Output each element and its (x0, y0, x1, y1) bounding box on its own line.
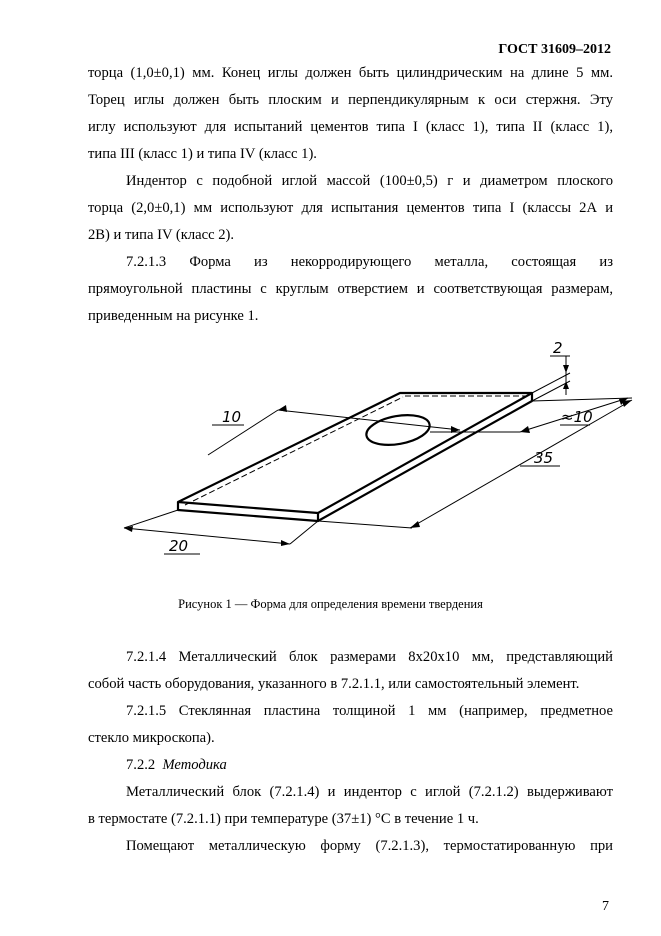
section-number: 7.2.2 (126, 757, 156, 773)
text-line: Индентор с подобной иглой массой (100±0,5) г и диаметром плоского (126, 173, 613, 189)
standard-header: ГОСТ 31609–2012 (498, 42, 611, 57)
arrowhead (563, 365, 569, 373)
paragraph-7-2-1-3 (88, 249, 613, 330)
arrowhead (520, 426, 530, 433)
page-number: 7 (602, 899, 609, 914)
width-ext-line (290, 521, 318, 544)
dim-width-label: 20 (169, 537, 189, 555)
text-line: стекло микроскопа). (88, 730, 215, 746)
text-line: иглу используют для испытаний цементов типа I (класс 1), типа II (класс 1), (88, 119, 613, 135)
dim-length-label: 35 (534, 449, 554, 467)
arrowhead (281, 540, 290, 546)
text-line: типа III (класс 1) и типа IV (класс 1). (88, 146, 317, 162)
arrowhead (622, 400, 632, 407)
thickness-ext-line (532, 381, 570, 401)
length-ext-line (318, 521, 412, 528)
width-ext-line (124, 510, 178, 528)
length-ext-line (532, 398, 632, 401)
dim-diameter-label: ≈10 (561, 408, 593, 426)
text-line: 2В) и типа IV (класс 2). (88, 227, 235, 243)
text-line: приведенным на рисунке 1. (88, 308, 259, 324)
text-line: прямоугольной пластины с круглым отверстием и соответствующая размерам, (88, 281, 613, 297)
hidden-edge-line (185, 397, 403, 505)
text-line: 7.2.1.5 Стеклянная пластина толщиной 1 мм (например, предметное (126, 703, 613, 719)
arrowhead (410, 521, 420, 528)
paragraph-needle-end (88, 60, 613, 168)
paragraph-7-2-1-5 (88, 698, 613, 752)
text-line: торца (2,0±0,1) мм используют для испытания цементов типа I (классы 2А и (88, 200, 613, 216)
text-line: собой часть оборудования, указанного в 7.2.1.1, или самостоятельный элемент. (88, 676, 580, 692)
paragraph-place-mold (88, 833, 613, 860)
section-title: Методика (162, 757, 227, 773)
length-dim-line (410, 400, 632, 528)
text-line: торца (1,0±0,1) мм. Конец иглы должен быть цилиндрическим на длине 5 мм. (88, 65, 613, 81)
figure-caption: Рисунок 1 — Форма для определения времени твердения (178, 597, 483, 611)
dim-offset-label: 10 (222, 408, 242, 426)
plate-hole (364, 411, 432, 450)
dim-thickness-label: 2 (553, 339, 563, 357)
paragraph-thermostat (88, 779, 613, 833)
text-line: 7.2.1.4 Металлический блок размерами 8x20x10 мм, представляющий (126, 649, 613, 665)
paragraph-indentor (88, 168, 613, 249)
text-line: в термостате (7.2.1.1) при температуре (37±1) °С в течение 1 ч. (88, 811, 479, 827)
mold-drawing-svg (120, 335, 640, 560)
arrowhead (278, 405, 287, 412)
text-line: Металлический блок (7.2.1.4) и индентор с иглой (7.2.1.2) выдерживают (126, 784, 613, 800)
section-7-2-2-heading (88, 752, 613, 779)
figure-mold-drawing (120, 335, 640, 560)
text-line: 7.2.1.3 Форма из некорродирующего металла, состоящая из (126, 254, 613, 270)
text-line: Помещают металлическую форму (7.2.1.3), термостатированную при (126, 838, 613, 854)
paragraph-7-2-1-4 (88, 644, 613, 698)
text-line: Торец иглы должен быть плоским и перпендикулярным к оси стержня. Эту (88, 92, 613, 108)
section-heading (88, 752, 613, 779)
offset-ext-line (208, 410, 278, 455)
width-dim-line (124, 528, 290, 544)
thickness-ext-line (532, 373, 570, 393)
